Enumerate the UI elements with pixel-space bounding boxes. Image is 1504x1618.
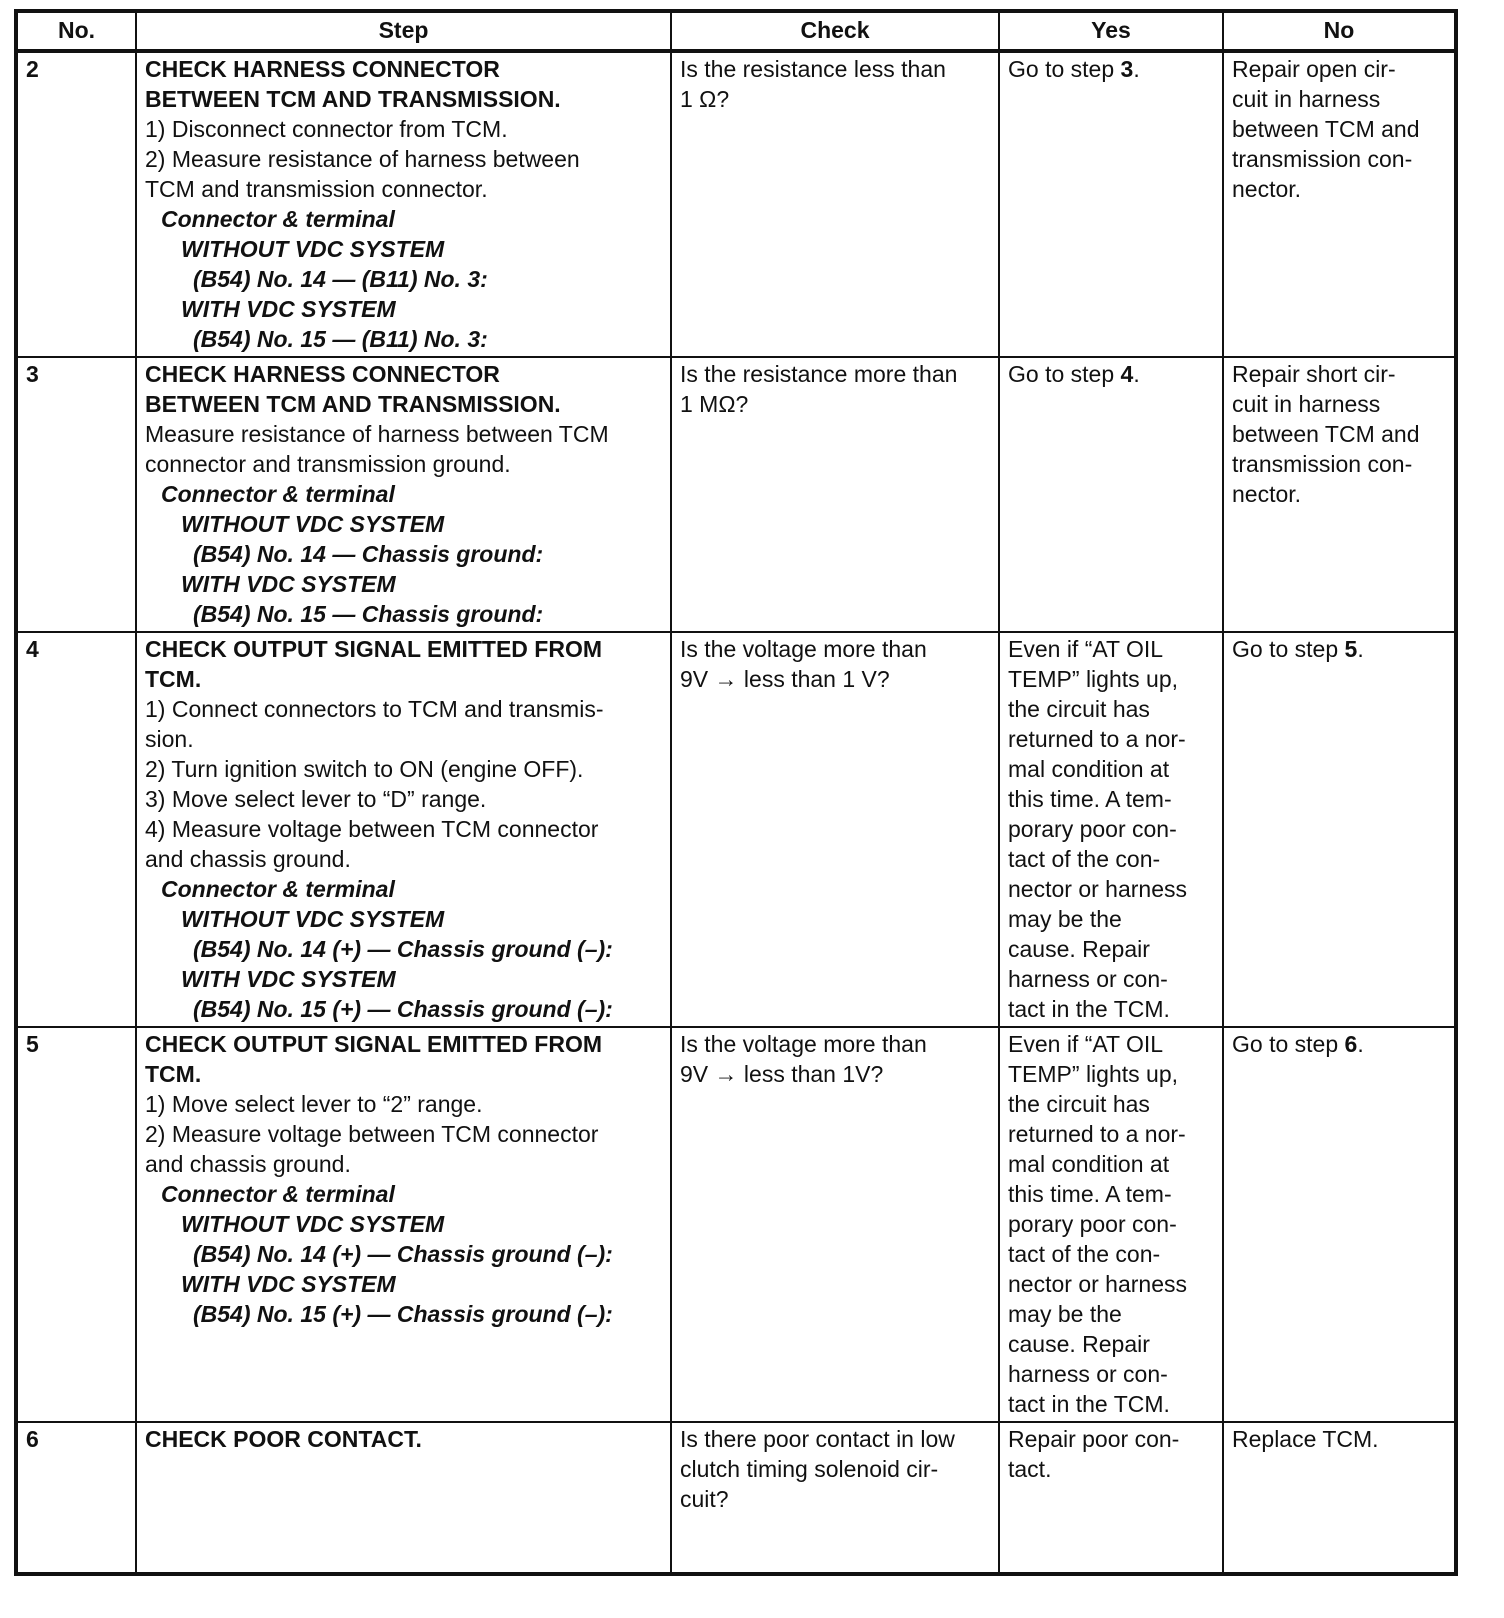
step-title: TCM. bbox=[145, 666, 202, 692]
no-text: Go to step bbox=[1232, 1031, 1345, 1057]
table-row bbox=[16, 357, 1456, 632]
terminal-spec: (B54) No. 15 (+) — Chassis ground (–): bbox=[193, 1301, 613, 1327]
no-text: between TCM and bbox=[1232, 421, 1420, 447]
connector-terminal-label: Connector & terminal bbox=[161, 481, 395, 507]
yes-text: tact. bbox=[1008, 1456, 1052, 1482]
yes-step-ref: 4 bbox=[1120, 361, 1134, 387]
check-text: clutch timing solenoid cir- bbox=[680, 1456, 939, 1482]
terminal-spec: (B54) No. 14 (+) — Chassis ground (–): bbox=[193, 1241, 613, 1267]
step-number: 2 bbox=[16, 51, 136, 357]
check-text: 1 Ω? bbox=[680, 86, 730, 112]
step-title: CHECK POOR CONTACT. bbox=[145, 1426, 422, 1452]
check-text: Is there poor contact in low bbox=[680, 1426, 955, 1452]
no-text: nector. bbox=[1232, 176, 1302, 202]
yes-text: . bbox=[1133, 361, 1140, 387]
step-title: CHECK OUTPUT SIGNAL EMITTED FROM bbox=[145, 636, 603, 662]
check-text: Is the voltage more than bbox=[680, 1031, 927, 1057]
step-number: 5 bbox=[16, 1027, 136, 1422]
no-cell bbox=[1223, 1027, 1456, 1422]
table-row bbox=[16, 1027, 1456, 1422]
check-cell bbox=[671, 632, 999, 1027]
step-instruction: 1) Connect connectors to TCM and transmis- bbox=[145, 696, 604, 722]
no-cell bbox=[1223, 1422, 1456, 1574]
yes-text: may be the bbox=[1008, 1301, 1122, 1327]
yes-text: cause. Repair bbox=[1008, 1331, 1150, 1357]
yes-text: returned to a nor- bbox=[1008, 1121, 1186, 1147]
header-no-result: No bbox=[1223, 11, 1456, 51]
yes-text: . bbox=[1133, 56, 1140, 82]
yes-text: harness or con- bbox=[1008, 1361, 1168, 1387]
step-cell bbox=[136, 632, 671, 1027]
step-instruction: connector and transmission ground. bbox=[145, 451, 511, 477]
no-text: Repair open cir- bbox=[1232, 56, 1396, 82]
yes-text: Even if “AT OIL bbox=[1008, 636, 1164, 662]
step-instruction: sion. bbox=[145, 726, 194, 752]
step-instruction: TCM and transmission connector. bbox=[145, 176, 488, 202]
no-text: Replace TCM. bbox=[1232, 1426, 1379, 1452]
yes-text: harness or con- bbox=[1008, 966, 1168, 992]
system-label: WITH VDC SYSTEM bbox=[181, 966, 396, 992]
step-instruction: 3) Move select lever to “D” range. bbox=[145, 786, 487, 812]
header-row bbox=[16, 11, 1456, 51]
yes-text: tact in the TCM. bbox=[1008, 1391, 1170, 1417]
step-instruction: 1) Disconnect connector from TCM. bbox=[145, 116, 508, 142]
check-text: Is the voltage more than bbox=[680, 636, 927, 662]
step-cell bbox=[136, 357, 671, 632]
no-text: . bbox=[1357, 636, 1364, 662]
terminal-spec: (B54) No. 15 — Chassis ground: bbox=[193, 601, 544, 627]
yes-text: tact of the con- bbox=[1008, 1241, 1161, 1267]
yes-text: the circuit has bbox=[1008, 696, 1150, 722]
no-step-ref: 6 bbox=[1344, 1031, 1358, 1057]
step-title: TCM. bbox=[145, 1061, 202, 1087]
yes-text: returned to a nor- bbox=[1008, 726, 1186, 752]
step-number: 6 bbox=[16, 1422, 136, 1574]
step-instruction: 2) Turn ignition switch to ON (engine OFF). bbox=[145, 756, 584, 782]
check-text: 9V → less than 1 V? bbox=[680, 666, 890, 692]
yes-text: tact of the con- bbox=[1008, 846, 1161, 872]
system-label: WITH VDC SYSTEM bbox=[181, 571, 396, 597]
no-cell bbox=[1223, 51, 1456, 357]
step-instruction: 2) Measure resistance of harness between bbox=[145, 146, 580, 172]
step-cell bbox=[136, 1422, 671, 1574]
yes-text: tact in the TCM. bbox=[1008, 996, 1170, 1022]
check-cell bbox=[671, 1027, 999, 1422]
step-title: BETWEEN TCM AND TRANSMISSION. bbox=[145, 86, 561, 112]
yes-text: mal condition at bbox=[1008, 1151, 1170, 1177]
step-instruction: and chassis ground. bbox=[145, 846, 351, 872]
yes-cell bbox=[999, 357, 1223, 632]
yes-text: TEMP” lights up, bbox=[1008, 666, 1178, 692]
step-instruction: 4) Measure voltage between TCM connector bbox=[145, 816, 599, 842]
check-text: cuit? bbox=[680, 1486, 729, 1512]
yes-cell bbox=[999, 1422, 1223, 1574]
header-step: Step bbox=[136, 11, 671, 51]
header-yes: Yes bbox=[999, 11, 1223, 51]
connector-terminal-label: Connector & terminal bbox=[161, 206, 395, 232]
no-text: Repair short cir- bbox=[1232, 361, 1396, 387]
diagnostic-procedure-table bbox=[14, 9, 1458, 1576]
yes-cell bbox=[999, 1027, 1223, 1422]
table-row bbox=[16, 632, 1456, 1027]
system-label: WITHOUT VDC SYSTEM bbox=[181, 906, 445, 932]
header-no: No. bbox=[16, 11, 136, 51]
check-cell bbox=[671, 357, 999, 632]
yes-text: Even if “AT OIL bbox=[1008, 1031, 1164, 1057]
step-title: CHECK HARNESS CONNECTOR bbox=[145, 361, 500, 387]
check-cell bbox=[671, 1422, 999, 1574]
step-number: 3 bbox=[16, 357, 136, 632]
step-instruction: 1) Move select lever to “2” range. bbox=[145, 1091, 483, 1117]
system-label: WITHOUT VDC SYSTEM bbox=[181, 511, 445, 537]
step-instruction: Measure resistance of harness between TCM bbox=[145, 421, 609, 447]
yes-text: may be the bbox=[1008, 906, 1122, 932]
step-title: CHECK OUTPUT SIGNAL EMITTED FROM bbox=[145, 1031, 603, 1057]
yes-step-ref: 3 bbox=[1120, 56, 1134, 82]
table-row bbox=[16, 51, 1456, 357]
yes-text: the circuit has bbox=[1008, 1091, 1150, 1117]
yes-text: porary poor con- bbox=[1008, 1211, 1177, 1237]
terminal-spec: (B54) No. 14 — (B11) No. 3: bbox=[193, 266, 488, 292]
no-text: transmission con- bbox=[1232, 146, 1413, 172]
yes-text: Go to step bbox=[1008, 361, 1121, 387]
check-text: 1 MΩ? bbox=[680, 391, 749, 417]
no-text: between TCM and bbox=[1232, 116, 1420, 142]
check-text: Is the resistance more than bbox=[680, 361, 958, 387]
check-text: Is the resistance less than bbox=[680, 56, 946, 82]
yes-cell bbox=[999, 51, 1223, 357]
system-label: WITHOUT VDC SYSTEM bbox=[181, 236, 445, 262]
no-text: cuit in harness bbox=[1232, 86, 1381, 112]
no-text: Go to step bbox=[1232, 636, 1345, 662]
no-text: transmission con- bbox=[1232, 451, 1413, 477]
connector-terminal-label: Connector & terminal bbox=[161, 876, 395, 902]
step-instruction: and chassis ground. bbox=[145, 1151, 351, 1177]
yes-text: nector or harness bbox=[1008, 876, 1187, 902]
yes-text: Repair poor con- bbox=[1008, 1426, 1180, 1452]
step-cell bbox=[136, 51, 671, 357]
step-cell bbox=[136, 1027, 671, 1422]
header-check: Check bbox=[671, 11, 999, 51]
step-instruction: 2) Measure voltage between TCM connector bbox=[145, 1121, 599, 1147]
step-number: 4 bbox=[16, 632, 136, 1027]
yes-text: this time. A tem- bbox=[1008, 1181, 1172, 1207]
yes-text: mal condition at bbox=[1008, 756, 1170, 782]
check-text: 9V → less than 1V? bbox=[680, 1061, 884, 1087]
no-cell bbox=[1223, 632, 1456, 1027]
yes-text: porary poor con- bbox=[1008, 816, 1177, 842]
terminal-spec: (B54) No. 14 (+) — Chassis ground (–): bbox=[193, 936, 613, 962]
no-text: . bbox=[1357, 1031, 1364, 1057]
system-label: WITHOUT VDC SYSTEM bbox=[181, 1211, 445, 1237]
yes-cell bbox=[999, 632, 1223, 1027]
table-row bbox=[16, 1422, 1456, 1574]
system-label: WITH VDC SYSTEM bbox=[181, 1271, 396, 1297]
no-step-ref: 5 bbox=[1344, 636, 1358, 662]
step-title: BETWEEN TCM AND TRANSMISSION. bbox=[145, 391, 561, 417]
yes-text: cause. Repair bbox=[1008, 936, 1150, 962]
no-text: cuit in harness bbox=[1232, 391, 1381, 417]
yes-text: nector or harness bbox=[1008, 1271, 1187, 1297]
yes-text: TEMP” lights up, bbox=[1008, 1061, 1178, 1087]
check-cell bbox=[671, 51, 999, 357]
yes-text: this time. A tem- bbox=[1008, 786, 1172, 812]
yes-text: Go to step bbox=[1008, 56, 1121, 82]
terminal-spec: (B54) No. 14 — Chassis ground: bbox=[193, 541, 544, 567]
no-cell bbox=[1223, 357, 1456, 632]
connector-terminal-label: Connector & terminal bbox=[161, 1181, 395, 1207]
terminal-spec: (B54) No. 15 — (B11) No. 3: bbox=[193, 326, 488, 352]
step-title: CHECK HARNESS CONNECTOR bbox=[145, 56, 500, 82]
terminal-spec: (B54) No. 15 (+) — Chassis ground (–): bbox=[193, 996, 613, 1022]
system-label: WITH VDC SYSTEM bbox=[181, 296, 396, 322]
no-text: nector. bbox=[1232, 481, 1302, 507]
